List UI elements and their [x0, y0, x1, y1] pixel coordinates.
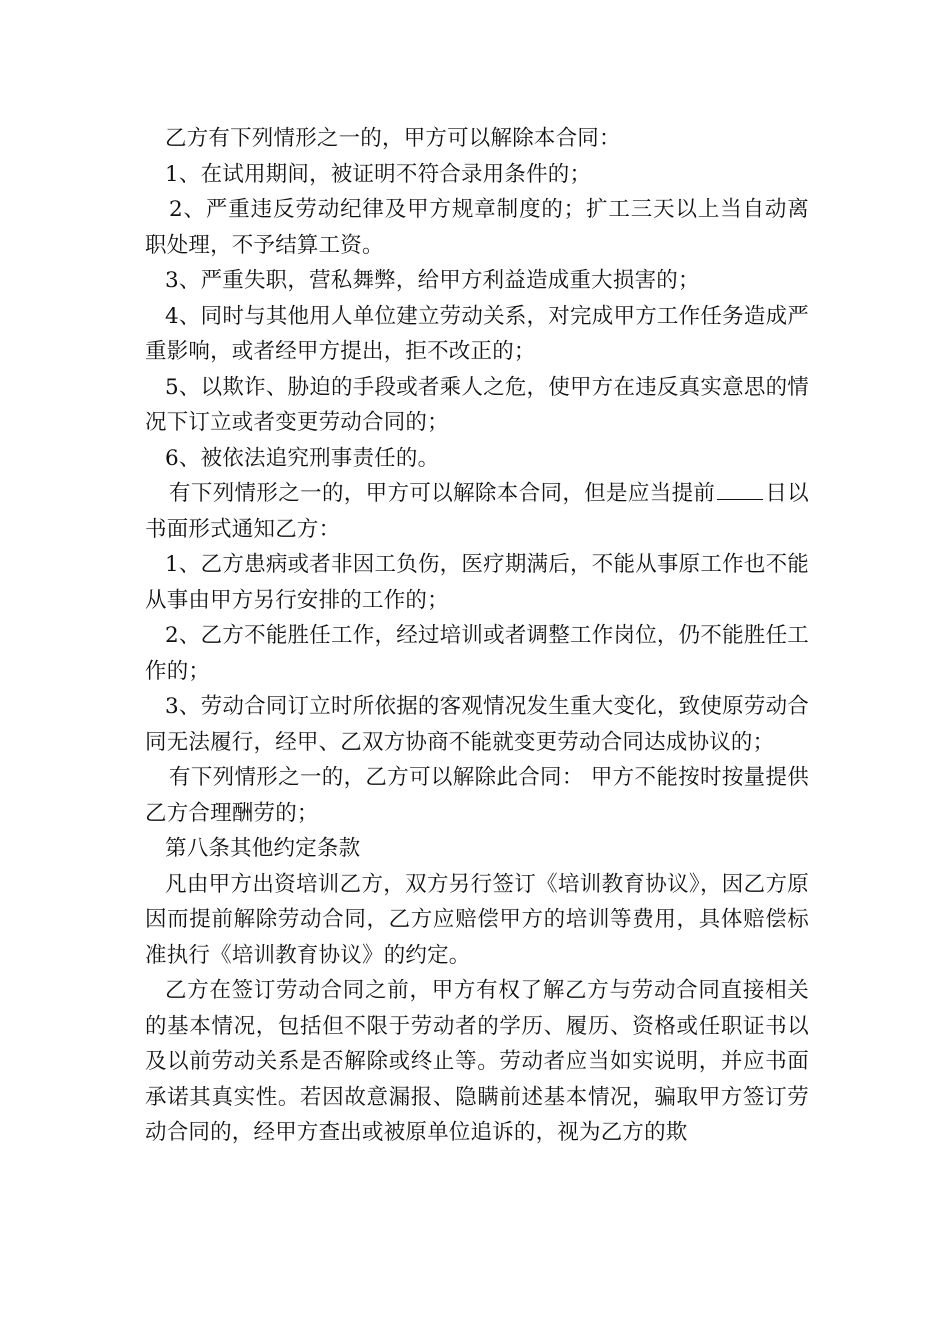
paragraph-background-disclosure: 乙方在签订劳动合同之前，甲方有权了解乙方与劳动合同直接相关的基本情况，包括但不限于劳动者的学历、履历、资格或任职证书以及以前劳动关系是否解除或终止等。劳动者应当如实说明，并应书面承诺其真实性。若因故意漏报、隐瞒前述基本情况，骗取甲方签订劳动合同的，经甲方查出或被原单位追诉的，视为乙方的欺 [145, 978, 809, 1145]
paragraph-termination-intro: 乙方有下列情形之一的，甲方可以解除本合同： [165, 126, 621, 151]
notice-text-before: 有下列情形之一的，甲方可以解除本合同，但是应当提前 [169, 481, 716, 506]
paragraph-clause-2-discipline: 2、严重违反劳动纪律及甲方规章制度的；扩工三天以上当自动离职处理，不予结算工资。 [145, 197, 809, 258]
paragraph-notice-clause-1-illness: 1、乙方患病或者非因工负伤，医疗期满后，不能从事原工作也不能从事由甲方另行安排的工作的； [145, 552, 809, 613]
paragraph-clause-6-criminal: 6、被依法追究刑事责任的。 [165, 445, 440, 471]
paragraph-clause-4-dual-employment: 4、同时与其他用人单位建立劳动关系，对完成甲方工作任务造成严重影响，或者经甲方提出，拒不改正的； [145, 303, 809, 364]
paragraph-notice-termination [145, 476, 809, 547]
paragraph-clause-3-negligence: 3、严重失职，营私舞弊，给甲方利益造成重大损害的； [165, 268, 700, 293]
paragraph-clause-1-probation: 1、在试用期间，被证明不符合录用条件的； [165, 161, 592, 187]
paragraph-notice-clause-2-incompetence: 2、乙方不能胜任工作，经过培训或者调整工作岗位，仍不能胜任工作的； [145, 623, 809, 684]
notice-text-after: 日以书面形式通知乙方： [145, 481, 809, 542]
paragraph-clause-5-fraud: 5、以欺诈、胁迫的手段或者乘人之危，使甲方在违反真实意思的情况下订立或者变更劳动合同的； [145, 374, 809, 435]
section-heading-article-8: 第八条其他约定条款 [165, 836, 361, 861]
notice-days-blank [717, 479, 763, 500]
paragraph-training-agreement: 凡由甲方出资培训乙方，双方另行签订《培训教育协议》，因乙方原因而提前解除劳动合同，乙方应赔偿甲方的培训等费用，具体赔偿标准执行《培训教育协议》的约定。 [145, 871, 809, 968]
paragraph-notice-clause-3-circumstances: 3、劳动合同订立时所依据的客观情况发生重大变化，致使原劳动合同无法履行，经甲、乙双方协商不能就变更劳动合同达成协议的； [145, 694, 809, 755]
paragraph-employee-termination: 有下列情形之一的，乙方可以解除此合同： 甲方不能按时按量提供乙方合理酬劳的； [145, 765, 809, 826]
document-body [145, 121, 809, 1151]
